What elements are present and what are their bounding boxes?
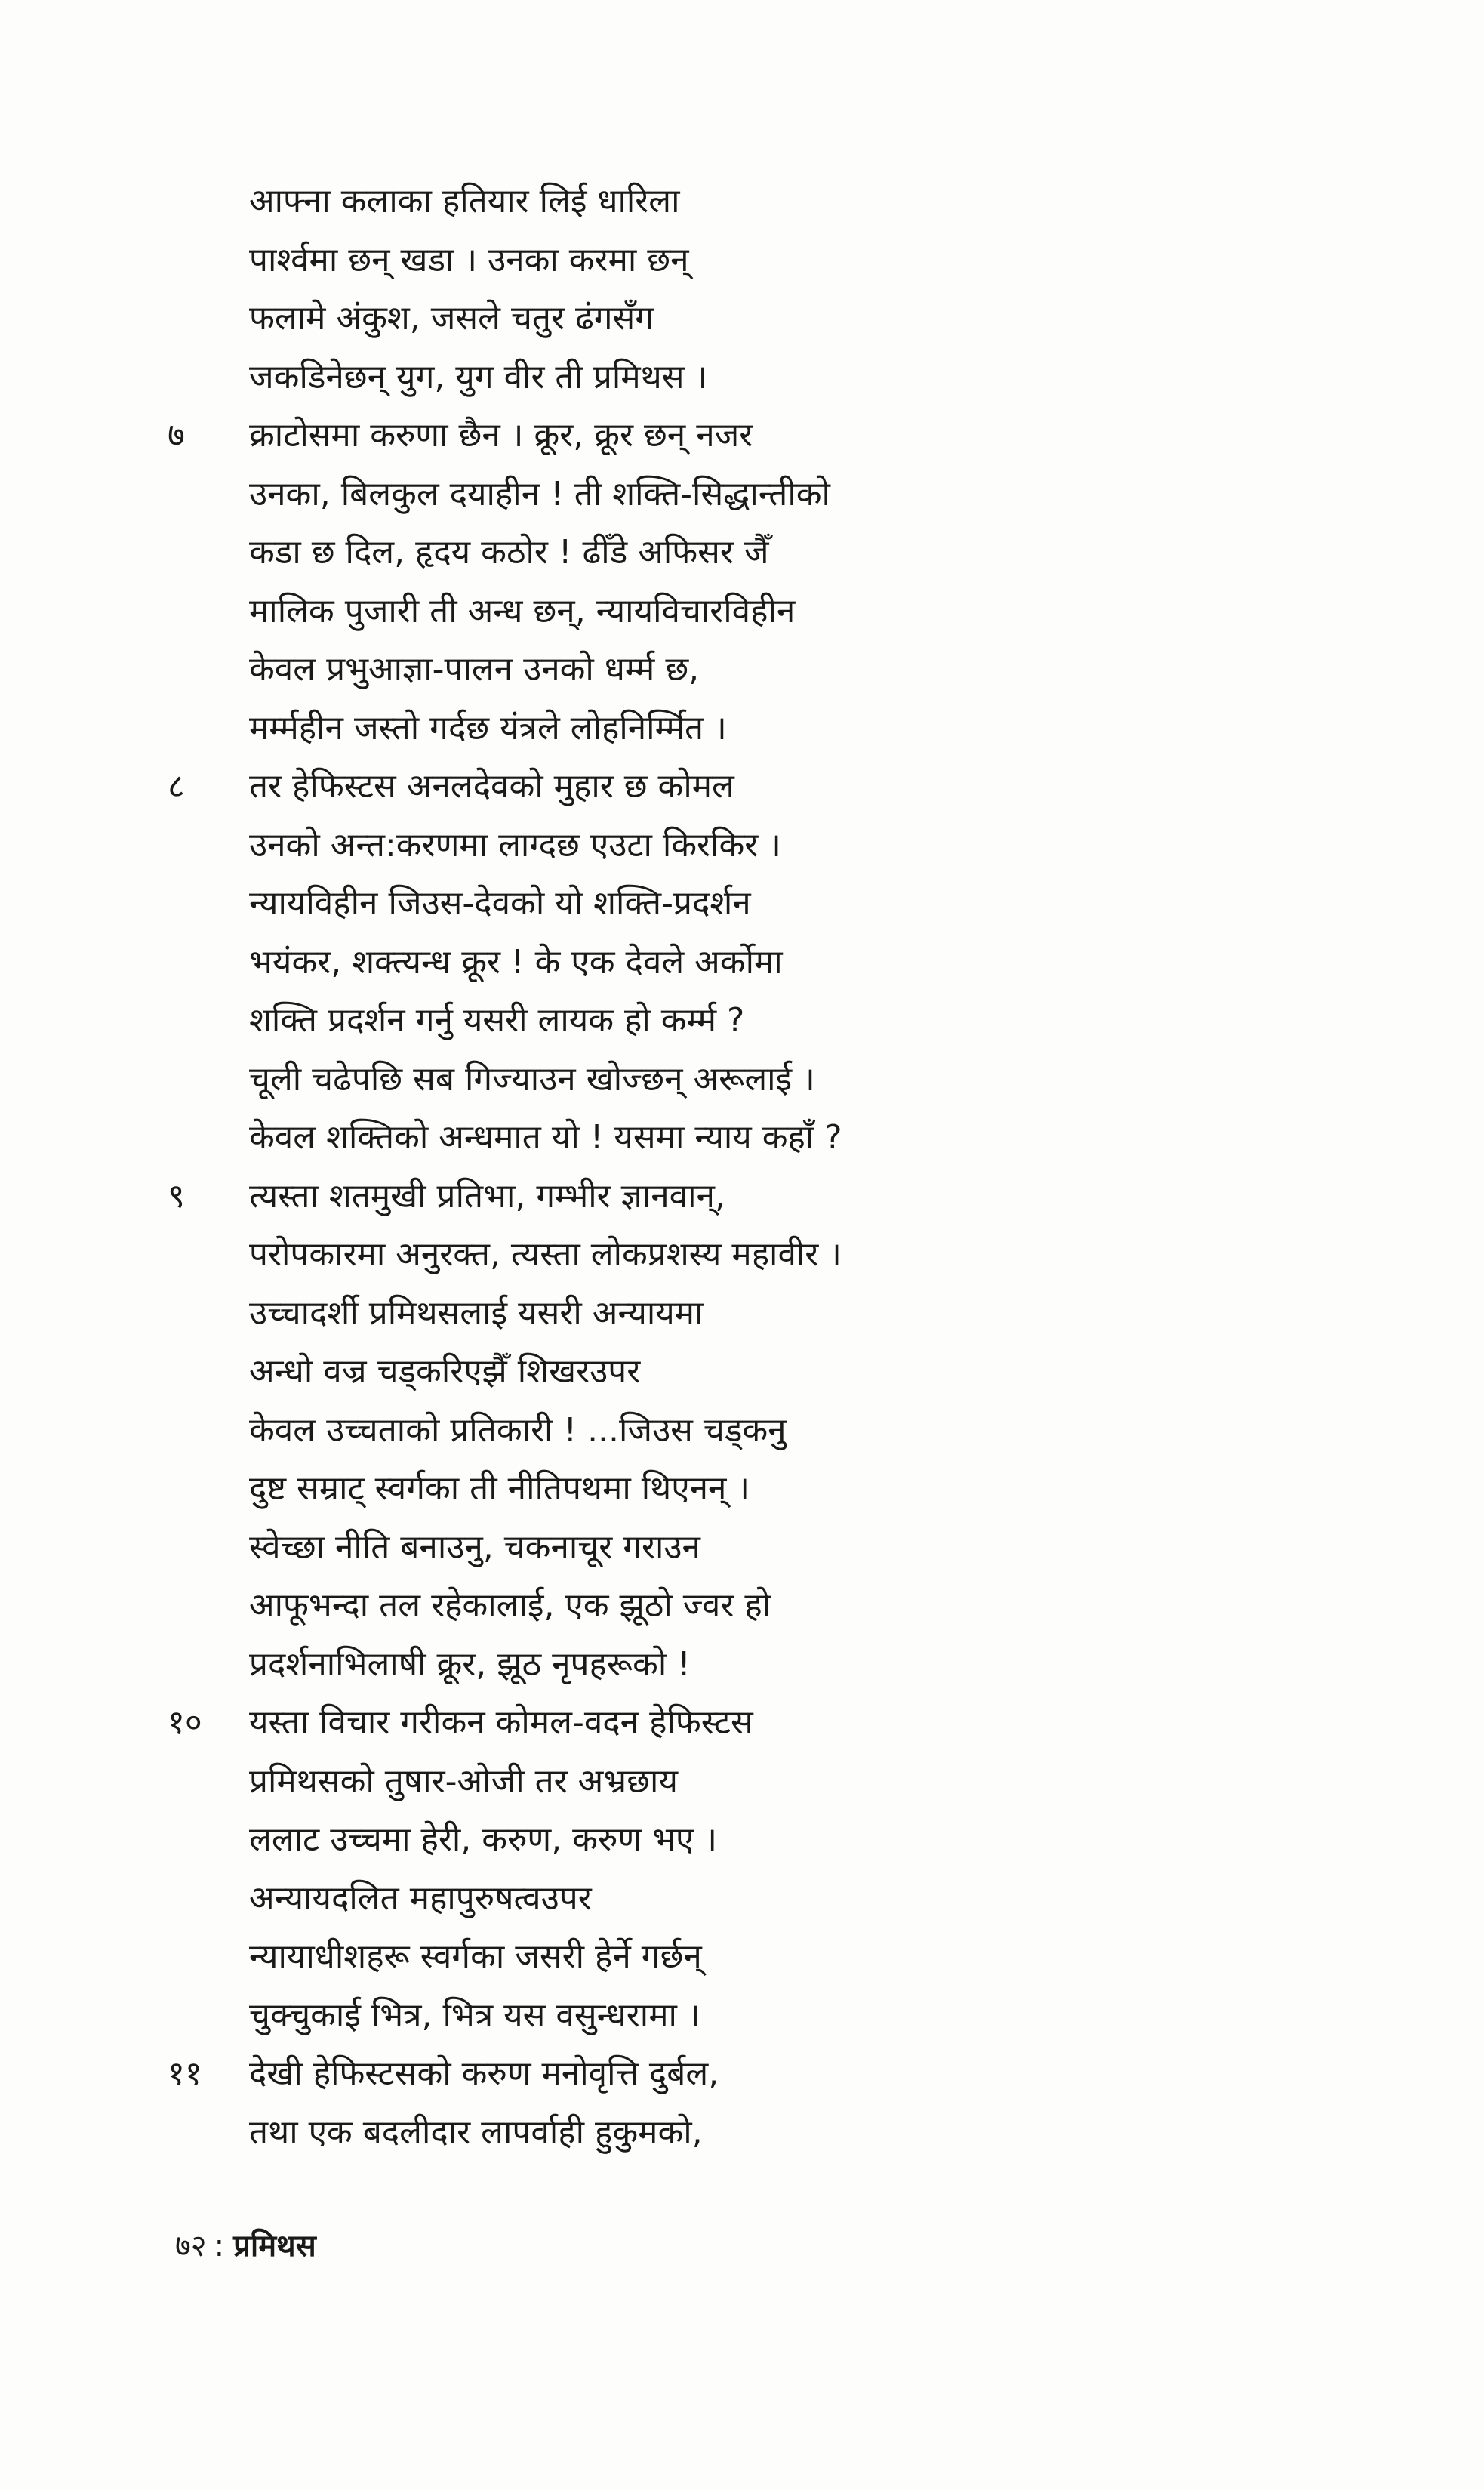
- stanza-number: ८: [168, 767, 185, 806]
- poem-line: [174, 231, 1351, 290]
- poem-line: [174, 816, 1351, 875]
- poem-line-text: त्यस्ता शतमुखी प्रतिभा, गम्भीर ज्ञानवान्,: [249, 1176, 725, 1216]
- poem-line-text: दुष्ट सम्राट् स्वर्गका ती नीतिपथमा थिएनन् ।: [249, 1469, 750, 1508]
- stanza-number: ७: [168, 416, 185, 455]
- poem-line: [168, 1693, 1351, 1752]
- poem-line: [168, 406, 1351, 465]
- poem-line: [174, 1810, 1351, 1869]
- poem-line: [168, 757, 1351, 816]
- poem-line: [174, 1518, 1351, 1577]
- poem-line: [174, 1225, 1351, 1284]
- poem-line-text: प्रमिथसको तुषार-ओजी तर अभ्रछाय: [249, 1761, 678, 1801]
- poem-line-text: भयंकर, शक्त्यन्ध क्रूर ! के एक देवले अर्कोमा: [249, 942, 783, 982]
- poem-line: [174, 1869, 1351, 1928]
- poem-line-text: चुक्चुकाई भित्र, भित्र यस वसुन्धरामा ।: [249, 1995, 700, 2035]
- poem-line: [174, 1342, 1351, 1401]
- poem-line: [174, 1108, 1351, 1167]
- poem-line: [174, 991, 1351, 1050]
- poem-line: [174, 1401, 1351, 1460]
- poem-line-text: केवल प्रभुआज्ञा-पालन उनको धर्म्म छ,: [249, 650, 700, 689]
- poem-line: [174, 640, 1351, 699]
- poem-line-text: केवल उच्चताको प्रतिकारी ! ...जिउस चड्कनु: [249, 1410, 787, 1450]
- poem-line: [174, 1576, 1351, 1635]
- page-number: ७२: [175, 2229, 207, 2263]
- poem-line-text: उच्चादर्शी प्रमिथसलाई यसरी अन्यायमा: [249, 1293, 704, 1333]
- poem-line-text: मर्म्महीन जस्तो गर्दछ यंत्रले लोहनिर्म्मित ।: [249, 708, 727, 747]
- poem-line-text: न्यायविहीन जिउस-देवको यो शक्ति-प्रदर्शन: [249, 884, 751, 923]
- poem-line-text: शक्ति प्रदर्शन गर्नु यसरी लायक हो कर्म्म ?: [249, 1001, 745, 1040]
- poem-line: [174, 348, 1351, 407]
- poem-line: [168, 2045, 1351, 2103]
- book-title: प्रमिथस: [233, 2229, 316, 2263]
- poem-line: [174, 1986, 1351, 2045]
- poem-line-text: कडा छ दिल, हृदय कठोर ! ढीँडे अफिसर जैँ: [249, 533, 769, 572]
- poem-line-text: अन्यायदलित महापुरुषत्वउपर: [249, 1878, 592, 1918]
- poem-line-text: उनको अन्त:करणमा लाग्दछ एउटा किरकिर ।: [249, 825, 781, 864]
- poem-line-text: यस्ता विचार गरीकन कोमल-वदन हेफिस्टस: [249, 1703, 753, 1742]
- poem-line-text: आफूभन्दा तल रहेकालाई, एक झूठो ज्वर हो: [249, 1586, 771, 1625]
- poem-line: [174, 465, 1351, 524]
- poem-line: [174, 289, 1351, 348]
- poem-line: [174, 933, 1351, 992]
- poem-line-text: उनका, बिलकुल दयाहीन ! ती शक्ति-सिद्धान्तीको: [249, 474, 830, 513]
- poem-line-text: चूली चढेपछि सब गिज्याउन खोज्छन् अरूलाई ।: [249, 1059, 815, 1099]
- poem-line-text: स्वेच्छा नीति बनाउनु, चकनाचूर गराउन: [249, 1527, 700, 1567]
- poem-line: [174, 874, 1351, 933]
- poem-line: [174, 1752, 1351, 1811]
- poem-line-text: क्राटोसमा करुणा छैन । क्रूर, क्रूर छन् नजर: [249, 416, 753, 455]
- poem-line-text: फलामे अंकुश, जसले चतुर ढंगसँग: [249, 299, 654, 337]
- poem-line-text: तथा एक बदलीदार लापर्वाही हुकुमको,: [249, 2112, 703, 2152]
- poem-line-text: मालिक पुजारी ती अन्ध छन्, न्यायविचारविहीन: [249, 591, 796, 630]
- poem-line-text: ललाट उच्चमा हेरी, करुण, करुण भए ।: [249, 1820, 718, 1859]
- poem-line: [174, 172, 1351, 231]
- poem-line-text: प्रदर्शनाभिलाषी क्रूर, झूठ नृपहरूको !: [249, 1644, 691, 1684]
- stanza-number: ९: [168, 1176, 185, 1216]
- poem-line-text: केवल शक्तिको अन्धमात यो ! यसमा न्याय कहाँ ?: [249, 1118, 842, 1157]
- poem-line: [174, 1928, 1351, 1986]
- poem-line: [174, 582, 1351, 641]
- poem-line-text: देखी हेफिस्टसको करुण मनोवृत्ति दुर्बल,: [249, 2054, 719, 2093]
- poem-line: [174, 1459, 1351, 1518]
- stanza-number: १०: [168, 1703, 202, 1742]
- stanza-number: ११: [168, 2054, 202, 2093]
- poem-line: [174, 1284, 1351, 1343]
- poem-body: [168, 172, 1351, 2162]
- page-footer: [175, 2223, 316, 2265]
- poem-line-text: आफ्ना कलाका हतियार लिई धारिला: [249, 182, 680, 220]
- poem-line: [168, 1167, 1351, 1226]
- poem-line: [174, 1635, 1351, 1694]
- poem-line-text: जकडिनेछन् युग, युग वीर ती प्रमिथस ।: [249, 357, 708, 396]
- poem-line-text: न्यायाधीशहरू स्वर्गका जसरी हेर्ने गर्छन्: [249, 1937, 702, 1976]
- poem-line: [174, 699, 1351, 758]
- poem-line-text: तर हेफिस्टस अनलदेवको मुहार छ कोमल: [249, 767, 734, 806]
- poem-line-text: पार्श्वमा छन् खडा । उनका करमा छन्: [249, 240, 689, 279]
- poem-line-text: अन्धो वज्र चड्करिएझैँ शिखरउपर: [249, 1352, 641, 1391]
- poem-line-text: परोपकारमा अनुरक्त, त्यस्ता लोकप्रशस्य महावीर ।: [249, 1235, 842, 1274]
- footer-separator: :: [214, 2229, 225, 2263]
- poem-line: [174, 1050, 1351, 1109]
- poem-line: [174, 2103, 1351, 2162]
- poem-line: [174, 523, 1351, 582]
